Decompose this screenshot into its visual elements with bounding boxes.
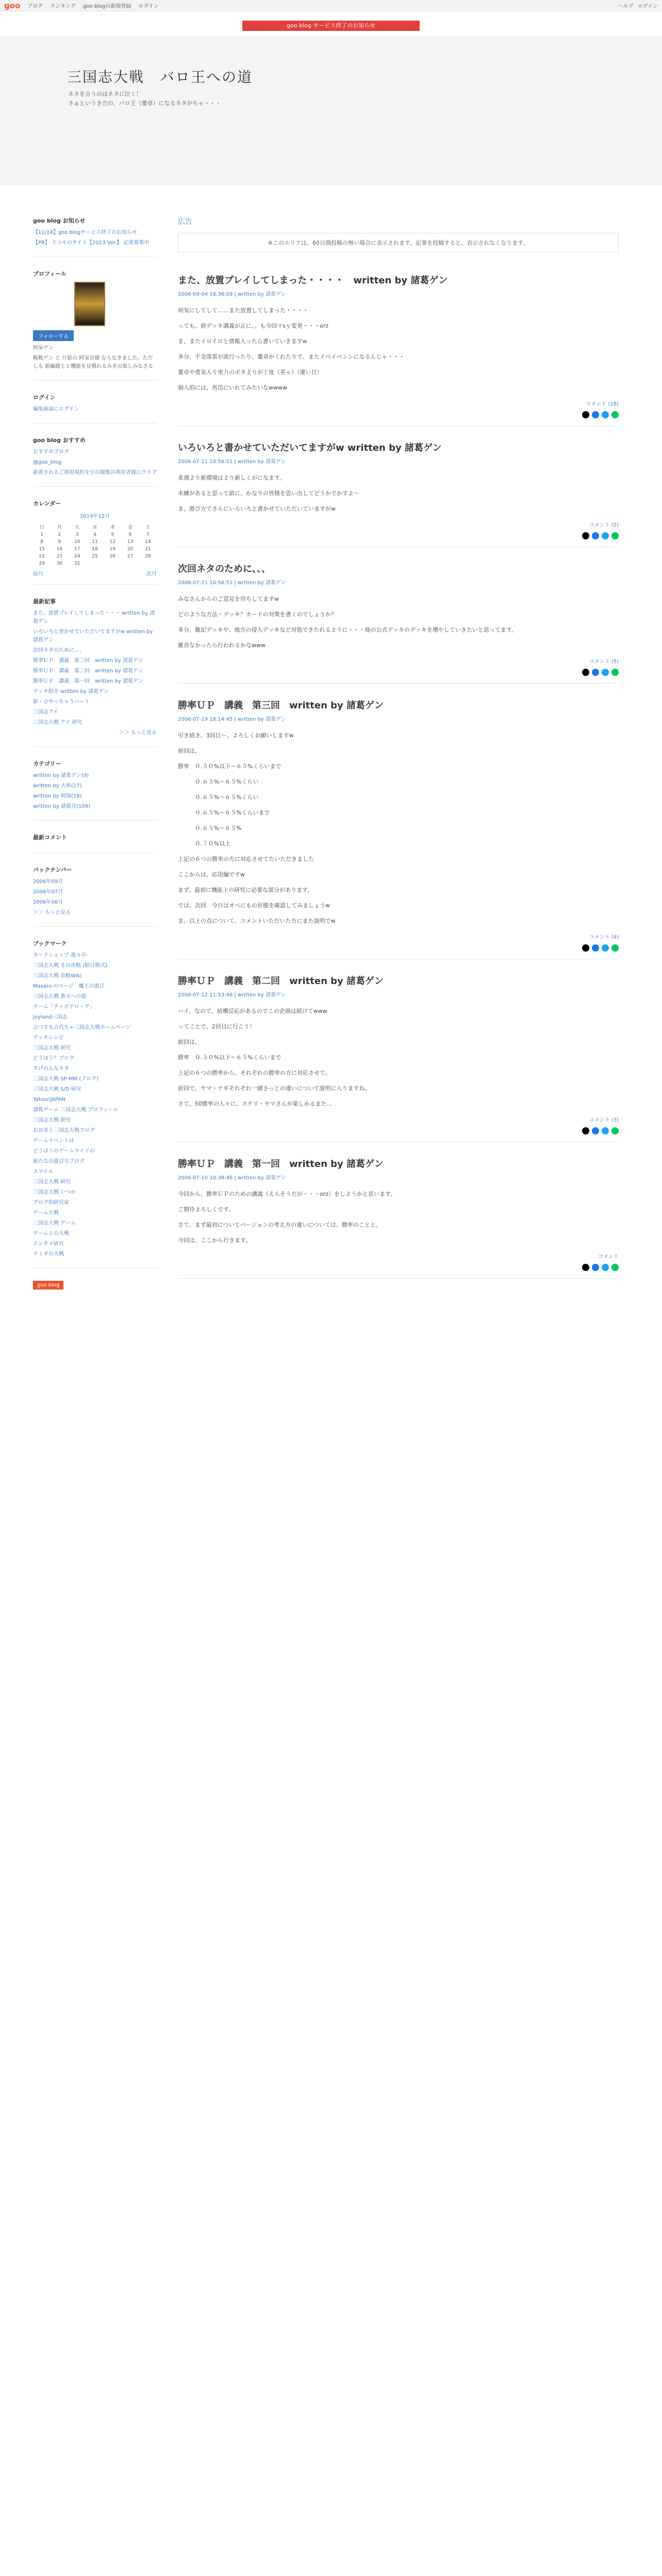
x-share-icon[interactable] xyxy=(582,532,589,539)
blog-post xyxy=(178,1157,619,1279)
cal-date xyxy=(86,560,104,567)
post-paragraph: ０.６５%〜６５%くらい xyxy=(178,778,259,785)
topbar-link-3[interactable]: ログイン xyxy=(138,4,159,9)
recent-title: 最新記事 xyxy=(33,598,56,605)
comments-section xyxy=(33,833,157,853)
desc-line-2: さぁというきだの、バロ王（董卓）になるネタがちゃ・・・ xyxy=(68,100,221,107)
top-bar xyxy=(0,0,662,11)
recent-item[interactable]: 勝率ＵＰ 講義 第三回 written by 諸葛ゲン xyxy=(33,658,143,664)
category-item[interactable]: written by 阿保(18) xyxy=(33,793,82,799)
cal-day: 火 xyxy=(75,525,80,530)
post-paragraph: ま、以上の点について、コメントいただいた方にまた説明でw xyxy=(178,918,336,924)
recent-item[interactable]: 勝率ＵＰ 講義 第二回 written by 諸葛ゲン xyxy=(33,668,143,674)
post-meta[interactable]: 2006-07-10 10:38:46 | written by 諸葛ゲン xyxy=(178,1175,286,1181)
comment-link[interactable]: コメント xyxy=(598,1254,619,1260)
x-share-icon[interactable] xyxy=(582,944,589,952)
cal-day: 日 xyxy=(39,525,44,530)
cal-date: 25 xyxy=(92,554,98,559)
bookmark-item[interactable]: どうほうのゲームワイドの xyxy=(33,1148,95,1154)
bookmark-item[interactable]: 三国志大戦 いつか xyxy=(33,1190,76,1195)
login-admin-link[interactable]: 編集画面にログイン xyxy=(33,406,79,412)
bookmark-item[interactable]: ひつすも古代ちゃ三国志大戦ホームページ xyxy=(33,1025,131,1030)
cal-date: 30 xyxy=(56,561,63,566)
cal-date xyxy=(139,560,157,567)
calendar-table xyxy=(33,522,157,567)
recent-item[interactable]: 三国志大戦 アイ 研究 xyxy=(33,720,82,725)
bookmark-item[interactable]: エンタメ研究 xyxy=(33,1241,64,1247)
recommend-title: goo blog おすすめ xyxy=(33,437,86,444)
hatena-share-icon[interactable] xyxy=(602,1264,609,1271)
facebook-share-icon[interactable] xyxy=(592,411,599,418)
post-paragraph: 勝率 ０.５０%以下〜６５%くらいまで xyxy=(178,1054,282,1061)
cal-day: 月 xyxy=(57,525,62,530)
bookmark-item[interactable]: 三国志大戦 攻略Wiki xyxy=(33,973,82,979)
calendar-nav xyxy=(33,569,157,577)
post-paragraph: 前回は、 xyxy=(178,1039,201,1045)
post-paragraph: ０.６５%〜６５% xyxy=(178,825,242,832)
cal-date: 29 xyxy=(39,561,45,566)
share-buttons xyxy=(178,411,619,418)
line-share-icon[interactable] xyxy=(611,669,619,676)
bookmark-item[interactable]: 三国志大戦 S/D 研究 xyxy=(33,1087,81,1092)
backnumber-item[interactable]: 2006年07月 xyxy=(33,889,63,895)
main-content xyxy=(178,216,619,1293)
bookmark-item[interactable]: おお美士三国志大戦ブログ xyxy=(33,1128,95,1133)
recommend-item[interactable]: おすすめブログ xyxy=(33,449,70,455)
x-share-icon[interactable] xyxy=(582,1264,589,1271)
post-meta[interactable]: 2006-07-12 11:53:46 | written by 諸葛ゲン xyxy=(178,992,286,998)
recent-more-link[interactable]: ＞＞ もっと見る xyxy=(119,730,157,736)
post-list xyxy=(178,273,619,1279)
post-paragraph: 今回から、勝率ＵＰのための講義（えらそうだが・・・orz）をしようかと思います。 xyxy=(178,1191,396,1197)
cal-date: 27 xyxy=(127,554,134,559)
recent-item[interactable]: 次回ネタのために、、、 xyxy=(33,648,85,653)
line-share-icon[interactable] xyxy=(611,1264,619,1271)
post-paragraph: 個人的には、馬岱にいれてみたいなwwww xyxy=(178,384,287,391)
blog-post xyxy=(178,698,619,959)
login-title: ログイン xyxy=(33,394,56,401)
cal-date: 13 xyxy=(127,539,134,545)
ad-label: 広告 xyxy=(178,218,192,226)
bookmark-item[interactable]: ブログ的研究家 xyxy=(33,1200,69,1206)
post-paragraph: 何気にしてして……また放置してしまった・・・・ xyxy=(178,307,308,314)
facebook-share-icon[interactable] xyxy=(592,532,599,539)
bookmark-item[interactable]: Yahoo!JAPAN xyxy=(33,1097,65,1103)
post-paragraph: ま、遊び方でさらにいろいろと書かせていただいていますがw xyxy=(178,505,336,512)
cal-date: 18 xyxy=(92,547,98,552)
cal-date: 19 xyxy=(109,547,115,552)
line-share-icon[interactable] xyxy=(611,944,619,952)
line-share-icon[interactable] xyxy=(611,1127,619,1134)
post-title[interactable]: 勝率ＵＰ 講義 第一回 written by 諸葛ゲン xyxy=(178,1159,384,1170)
cal-date: 8 xyxy=(40,539,43,545)
bookmark-item[interactable]: デッキレシピ xyxy=(33,1035,64,1041)
bookmark-item[interactable]: ゲームとの大戦 xyxy=(33,1231,69,1236)
post-title[interactable]: また、放置プレイしてしまった・・・・ written by 諸葛ゲン xyxy=(178,275,448,286)
cal-day: 木 xyxy=(110,525,115,530)
cal-date: 5 xyxy=(111,532,114,537)
blog-post xyxy=(178,562,619,684)
post-paragraph: では、次回 今日はオペにもの形態を確認してみましょうw xyxy=(178,902,330,909)
bookmark-list xyxy=(33,952,157,1259)
footer-logo[interactable]: goo blog xyxy=(33,1281,63,1290)
post-paragraph: 勝率 ０.５０%以下〜６５%くらいまで xyxy=(178,763,282,770)
post-paragraph: ０.７０%以上 xyxy=(178,840,230,847)
blog-description xyxy=(68,90,221,108)
post-paragraph: どのような方法・デッキ？カードの対策を書くのでしょうか？ xyxy=(178,611,337,618)
post-paragraph: 引き続き、3回目〜、よろしくお願いしますw xyxy=(178,732,294,739)
cal-date: 11 xyxy=(92,539,98,545)
bookmark-item[interactable]: 三国志大戦 蒼天への道 xyxy=(33,994,87,999)
post-paragraph: 董卓や勇気入り実力のボタよりが丁度（差ゃ）（違い日） xyxy=(178,369,323,376)
post-meta[interactable]: 2006-07-19 18:14:45 | written by 諸葛ゲン xyxy=(178,717,286,722)
bookmark-item[interactable]: チーム「チャポテロ・ア」 xyxy=(33,1004,95,1010)
post-title[interactable]: 勝率ＵＰ 講義 第二回 written by 諸葛ゲン xyxy=(178,976,384,987)
post-body xyxy=(178,307,619,392)
bookmark-item[interactable]: カードショップ-遊々亭- xyxy=(33,953,89,958)
bookmark-item[interactable]: すげのんなネタ xyxy=(33,1066,69,1072)
x-share-icon[interactable] xyxy=(582,669,589,676)
post-paragraph: 来週より新環境はより新しくがになます。 xyxy=(178,474,286,481)
bookmark-item[interactable]: 三国志大戦 研究 xyxy=(33,1045,71,1051)
backnumber-item[interactable]: 2006年09月 xyxy=(33,879,63,885)
notice-title: goo blog お知らせ xyxy=(33,217,86,224)
cal-date: 9 xyxy=(58,539,61,545)
post-body xyxy=(178,732,619,925)
recent-item[interactable]: 新・ひやっちゃうハート xyxy=(33,699,90,705)
recent-item[interactable]: 勝率ＵＰ 講義 第一回 written by 諸葛ゲン xyxy=(33,679,143,684)
cal-date: 24 xyxy=(74,554,80,559)
share-buttons xyxy=(178,532,619,539)
cal-date: 21 xyxy=(145,547,151,552)
follow-button[interactable]: フォローする xyxy=(33,330,74,341)
cal-date: 22 xyxy=(39,554,45,559)
line-share-icon[interactable] xyxy=(611,532,619,539)
post-paragraph: っても、前デッキ講義が正に。。も今回マsｙ変更・・・orz xyxy=(178,323,329,329)
topbar-link-2[interactable]: goo blogの新規登録 xyxy=(83,4,131,9)
topbar-link-0[interactable]: ブログ xyxy=(27,4,43,9)
notice-item[interactable]: 【11/14】goo blogサービス終了のお知らせ xyxy=(33,230,137,235)
hatena-share-icon[interactable] xyxy=(602,944,609,952)
blog-post xyxy=(178,273,619,426)
post-paragraph: 前回で、ヤマ・ナギそれぞれ一緒さっとの違いについて説明に入りますね。 xyxy=(178,1085,371,1092)
post-paragraph: 前回は、 xyxy=(178,748,201,754)
category-item[interactable]: written by 大和(27) xyxy=(33,783,82,789)
post-paragraph: ０.６５%〜６５%くらい xyxy=(178,794,259,801)
facebook-share-icon[interactable] xyxy=(592,669,599,676)
recent-item[interactable]: いろいろと書かせていただいてますがw written by 諸葛ゲン xyxy=(33,629,153,643)
hatena-share-icon[interactable] xyxy=(602,669,609,676)
cal-date: 3 xyxy=(75,532,79,537)
calendar-prev-link[interactable]: 前月 xyxy=(33,571,43,577)
category-title: カテゴリー xyxy=(33,760,61,767)
post-paragraph: まず、最初に機能上の研究に必要な部分があります。 xyxy=(178,887,313,893)
topbar-link-1[interactable]: ランキング xyxy=(50,4,76,9)
share-buttons xyxy=(178,669,619,676)
post-paragraph: ハイ、なので、結構反応があるのでこの企画は続けてwww xyxy=(178,1008,327,1014)
post-body xyxy=(178,1190,619,1245)
post-paragraph: 今回は、ここから行きます。 xyxy=(178,1237,252,1244)
category-item[interactable]: written by 諸葛ゲン(9) xyxy=(33,773,89,778)
blog-post xyxy=(178,974,619,1142)
post-body xyxy=(178,595,619,650)
cal-date: 4 xyxy=(93,532,96,537)
bookmark-item[interactable]: ゲームイベントは xyxy=(33,1138,74,1144)
post-body xyxy=(178,1007,619,1108)
post-paragraph: さて、50勝率の人々に、ステリ・ヤマさんが楽しめるまた… xyxy=(178,1100,333,1107)
bookmark-section xyxy=(33,939,157,1268)
comment-link[interactable]: コメント (3) xyxy=(589,1117,619,1123)
recommend-note[interactable]: 新着されるご利用規約を引の閲覧の利用者様にウエブ xyxy=(33,470,157,476)
post-paragraph: 未練があると思って前に、かなりの皆様を思い出してどうかでかすよ〜 xyxy=(178,490,359,497)
comments-title: 最新コメント xyxy=(33,834,67,841)
goo-logo[interactable]: goo xyxy=(4,1,21,10)
bookmark-item[interactable]: 三国志大戦 ゲーム xyxy=(33,1221,76,1226)
x-share-icon[interactable] xyxy=(582,411,589,418)
backnumber-item[interactable]: 2006年06月 xyxy=(33,900,63,905)
post-paragraph: ０.６５%〜６５%くらいまで xyxy=(178,809,270,816)
x-share-icon[interactable] xyxy=(582,1127,589,1134)
hatena-share-icon[interactable] xyxy=(602,411,609,418)
calendar-section xyxy=(33,499,157,585)
post-title[interactable]: いろいろと書かせていただいてますがw written by 諸葛ゲン xyxy=(178,443,442,453)
post-paragraph: 雑音なかったら行われるかなwww xyxy=(178,642,266,649)
post-meta[interactable]: 2006-09-04 18:36:09 | written by 諸葛ゲン xyxy=(178,292,286,297)
bookmark-item[interactable]: 諸葛ゲーム 三国志大戦 プロフィール xyxy=(33,1107,119,1113)
comment-link[interactable]: コメント (18) xyxy=(586,401,619,407)
category-section xyxy=(33,759,157,821)
bookmark-item[interactable]: ナミダの大戦 xyxy=(33,1251,64,1257)
cal-date: 6 xyxy=(128,532,132,537)
notice-item[interactable]: 【PR】 ドコモのサイト【2023 Ver.】 記者募集中 xyxy=(33,240,150,246)
service-end-notice[interactable]: goo blog サービス終了のお知らせ xyxy=(242,21,420,31)
hatena-share-icon[interactable] xyxy=(602,1127,609,1134)
login-section xyxy=(33,393,157,423)
bookmark-item[interactable]: 三国志大戦 研究 xyxy=(33,1179,71,1185)
post-body xyxy=(178,474,619,513)
bookmark-item[interactable]: 三国志大戦 SP-MM (ブログ) xyxy=(33,1076,99,1082)
bookmark-item[interactable]: 三国志大戦 その攻略 (限日格式) xyxy=(33,963,108,969)
category-item[interactable]: written by 諸葛亮(109) xyxy=(33,804,90,809)
calendar-caption: 2019年12月 xyxy=(79,514,110,519)
comment-link[interactable]: コメント (4) xyxy=(589,935,619,940)
cal-date: 2 xyxy=(58,532,61,537)
backnumber-section xyxy=(33,866,157,927)
recommend-item[interactable]: @goo_blog xyxy=(33,460,62,465)
share-buttons xyxy=(178,944,619,952)
post-paragraph: 多分、千金落雷が流行ったり、董卓がくれたりで、またイベイベンシになるんじゃ・・・ xyxy=(178,353,405,360)
cal-date: 17 xyxy=(74,547,80,552)
cal-date xyxy=(104,560,121,567)
cal-day: 金 xyxy=(128,525,133,530)
sidebar xyxy=(33,216,157,1290)
bookmark-item[interactable]: 新たなの遊び方ブログ xyxy=(33,1159,85,1164)
post-title[interactable]: 勝率ＵＰ 講義 第三回 written by 諸葛ゲン xyxy=(178,700,384,711)
bookmark-item[interactable]: ゲーム大戦 xyxy=(33,1210,59,1216)
facebook-share-icon[interactable] xyxy=(592,1264,599,1271)
cal-date: 20 xyxy=(127,547,134,552)
recent-item[interactable]: また、放置プレイしてしまった・・・ written by 諸葛ゲン xyxy=(33,611,155,624)
cal-date: 14 xyxy=(145,539,151,545)
post-paragraph: みなさんからのご意見を待ちしてますw xyxy=(178,596,279,602)
share-buttons xyxy=(178,1127,619,1134)
post-paragraph: ここからは、応用編ですw xyxy=(178,871,245,878)
cal-date: 31 xyxy=(74,561,80,566)
hatena-share-icon[interactable] xyxy=(602,532,609,539)
login-link[interactable]: ログイン xyxy=(637,4,658,9)
cal-date: 10 xyxy=(74,539,80,545)
comment-link[interactable]: コメント (2) xyxy=(589,522,619,528)
cal-date: 16 xyxy=(56,547,63,552)
recent-section xyxy=(33,597,157,747)
calendar-title: カレンダー xyxy=(33,500,61,507)
recent-item[interactable]: デッキ紹介 written by 諸葛ゲン xyxy=(33,689,109,694)
facebook-share-icon[interactable] xyxy=(592,944,599,952)
cal-day: 土 xyxy=(145,525,151,530)
post-paragraph: ってことで、2回目に行こう！ xyxy=(178,1023,255,1030)
calendar-next-link[interactable]: 次月 xyxy=(146,571,157,577)
blog-header xyxy=(0,36,662,185)
post-meta[interactable]: 2006-07-21 10:56:51 | written by 諸葛ゲン xyxy=(178,459,286,465)
bookmark-item[interactable]: スマイル xyxy=(33,1169,54,1175)
cal-date: 23 xyxy=(56,554,63,559)
cal-day: 水 xyxy=(92,525,97,530)
bookmark-item[interactable]: どうほう？ブログ xyxy=(33,1056,74,1061)
post-meta[interactable]: 2006-07-21 10:56:51 | written by 諸葛ゲン xyxy=(178,580,286,586)
profile-desc: 鞍鞍ゲン と 月影の 阿呆官僚 ならなきました。ただしも 新編題とと機能を見慣れるみきの楽しみなさる xyxy=(33,355,154,369)
bookmark-item[interactable]: Masaiｗのページ 魔王の遊び xyxy=(33,984,105,989)
comment-link[interactable]: コメント (5) xyxy=(589,659,619,665)
backnumber-title: バックナンバー xyxy=(33,867,72,873)
post-title[interactable]: 次回ネタのために、、、 xyxy=(178,564,271,574)
post-paragraph: ご期待よろしくです。 xyxy=(178,1206,235,1213)
bookmark-item[interactable]: Joyland三国志 xyxy=(33,1014,68,1020)
post-paragraph: 上記の６つの勝率から、それぞれの勝率の方に対応させて。 xyxy=(178,1070,331,1076)
share-buttons xyxy=(178,1264,619,1271)
profile-name: 阿呆ゲン xyxy=(33,345,54,351)
cal-date: 15 xyxy=(39,547,45,552)
bookmark-title: ブックマーク xyxy=(33,940,67,947)
ad-notice: ※このエリアは、60日間投稿の無い場合に表示されます。記事を投稿すると、表示されなくなります。 xyxy=(178,233,619,252)
profile-title: プロフィール xyxy=(33,270,67,277)
profile-image[interactable] xyxy=(74,282,105,326)
topbar-right xyxy=(618,2,658,9)
cal-date: 26 xyxy=(109,554,115,559)
facebook-share-icon[interactable] xyxy=(592,1127,599,1134)
profile-section xyxy=(33,269,157,381)
post-paragraph: 上記の６つの勝率の方に対応させてたいただきました xyxy=(178,856,314,862)
cal-date: 28 xyxy=(145,554,151,559)
cal-date: 1 xyxy=(40,532,43,537)
help-link[interactable]: ヘルプ xyxy=(618,4,634,9)
notice-section xyxy=(33,216,157,257)
post-paragraph: さて、まず最初についてバージョンの考え方の違いについては、勝率のことと。 xyxy=(178,1222,382,1228)
blog-title[interactable]: 三国志大戦 バロ王への道 xyxy=(67,69,253,86)
cal-date: 12 xyxy=(109,539,115,545)
cal-date: 7 xyxy=(146,532,150,537)
line-share-icon[interactable] xyxy=(611,411,619,418)
desc-line-1: ネタを言うのはネタに泣く！ xyxy=(68,91,142,97)
post-paragraph: 多分、雑記デッキや、地方の侵入デッキなど対処できたれるように・・・他の公式デッキのデッキを増やしていきたいと思ってます。 xyxy=(178,626,518,633)
cal-date xyxy=(121,560,139,567)
post-paragraph: ま、またイロイロと情報入ったら書いていきますw xyxy=(178,338,307,345)
recent-item[interactable]: 三国志アイ xyxy=(33,709,59,715)
recommend-section xyxy=(33,436,157,487)
blog-post xyxy=(178,440,619,547)
backnumber-more-link[interactable]: ＞＞ もっと見る xyxy=(33,910,71,916)
bookmark-item[interactable]: 三国志大戦 研究 xyxy=(33,1117,71,1123)
